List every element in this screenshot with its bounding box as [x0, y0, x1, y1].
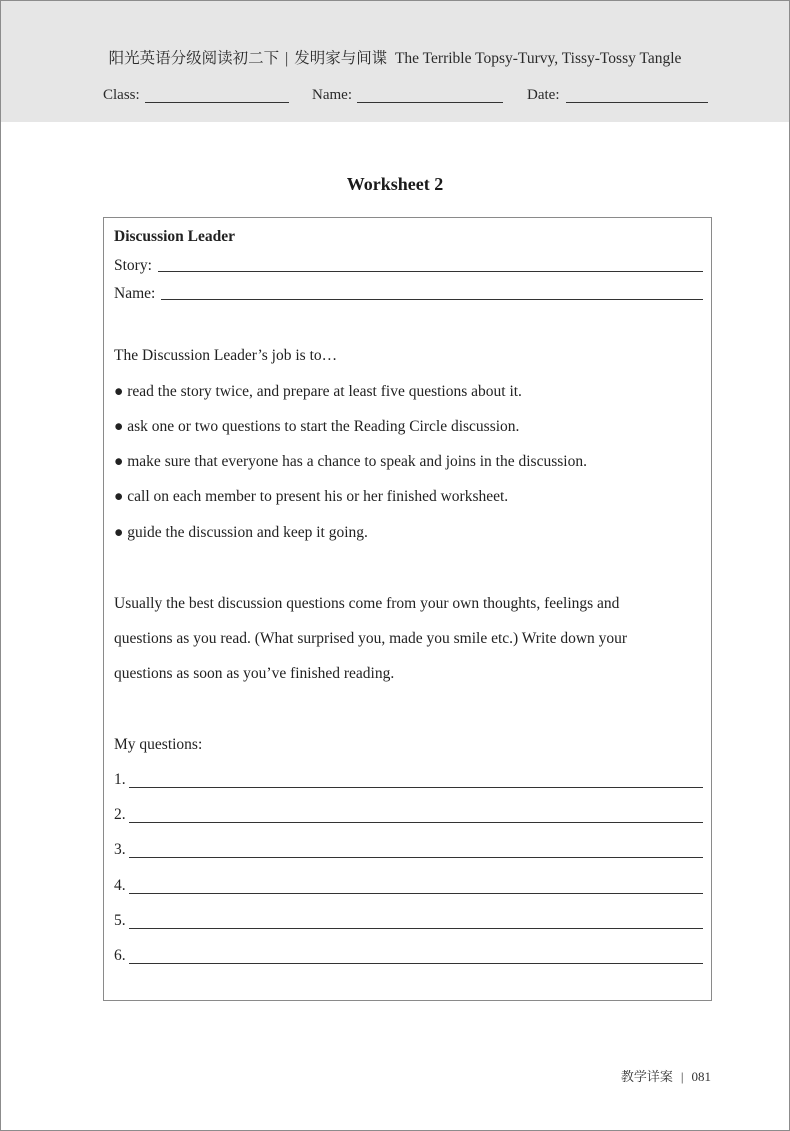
bullet-icon: ●	[114, 488, 124, 505]
question-number: 1.	[114, 771, 126, 788]
advice-line: Usually the best discussion questions come from your own thoughts, feelings and	[114, 595, 620, 612]
page-footer	[621, 1066, 711, 1085]
question-3-blank[interactable]	[129, 857, 703, 858]
duty-item: ● guide the discussion and keep it going.	[114, 524, 368, 541]
duty-item: ● read the story twice, and prepare at least five questions about it.	[114, 383, 522, 400]
date-blank[interactable]	[566, 102, 708, 103]
class-label: Class:	[103, 87, 140, 103]
question-4-blank[interactable]	[129, 893, 703, 894]
header-title	[1, 46, 789, 68]
question-number: 2.	[114, 806, 126, 823]
question-number: 6.	[114, 947, 126, 964]
duty-item: ● call on each member to present his or her finished worksheet.	[114, 488, 509, 505]
name-field	[312, 87, 352, 104]
question-2-blank[interactable]	[129, 822, 703, 823]
date-field	[527, 87, 559, 104]
leader-name-blank[interactable]	[161, 299, 703, 300]
question-number: 5.	[114, 912, 126, 929]
role-heading: Discussion Leader	[114, 228, 235, 245]
question-number: 4.	[114, 877, 126, 894]
advice-line: questions as soon as you’ve finished reading.	[114, 665, 395, 682]
footer-section: 教学详案	[620, 1069, 673, 1084]
bullet-icon: ●	[114, 418, 124, 435]
header-unit: 发明家与间谍	[294, 50, 388, 67]
name-label: Name:	[312, 87, 352, 103]
worksheet-title: Worksheet 2	[346, 174, 444, 194]
header-series: 阳光英语分级阅读初二下	[108, 50, 280, 67]
bullet-icon: ●	[114, 524, 124, 541]
footer-separator: |	[680, 1069, 684, 1084]
advice-line: questions as you read. (What surprised you, made you smile etc.) Write down your	[114, 630, 628, 647]
question-5-blank[interactable]	[129, 928, 703, 929]
header-separator: |	[285, 50, 289, 67]
page-number: 081	[691, 1069, 711, 1084]
duty-item: ● make sure that everyone has a chance to speak and joins in the discussion.	[114, 453, 587, 470]
page-header	[1, 1, 789, 122]
header-book-title: The Terrible Topsy-Turvy, Tissy-Tossy Tangle	[394, 50, 682, 67]
story-label: Story:	[114, 257, 152, 274]
question-number: 3.	[114, 841, 126, 858]
story-blank[interactable]	[158, 271, 703, 272]
discussion-leader-box	[103, 217, 712, 1001]
name-blank[interactable]	[357, 102, 503, 103]
questions-label: My questions:	[114, 736, 203, 753]
class-blank[interactable]	[145, 102, 289, 103]
question-6-blank[interactable]	[129, 963, 703, 964]
class-field	[103, 87, 140, 104]
bullet-icon: ●	[114, 453, 124, 470]
bullet-icon: ●	[114, 383, 124, 400]
question-1-blank[interactable]	[129, 787, 703, 788]
date-label: Date:	[527, 87, 560, 103]
job-intro: The Discussion Leader’s job is to…	[114, 347, 338, 364]
duty-item: ● ask one or two questions to start the Reading Circle discussion.	[114, 418, 520, 435]
leader-name-label: Name:	[114, 285, 156, 302]
